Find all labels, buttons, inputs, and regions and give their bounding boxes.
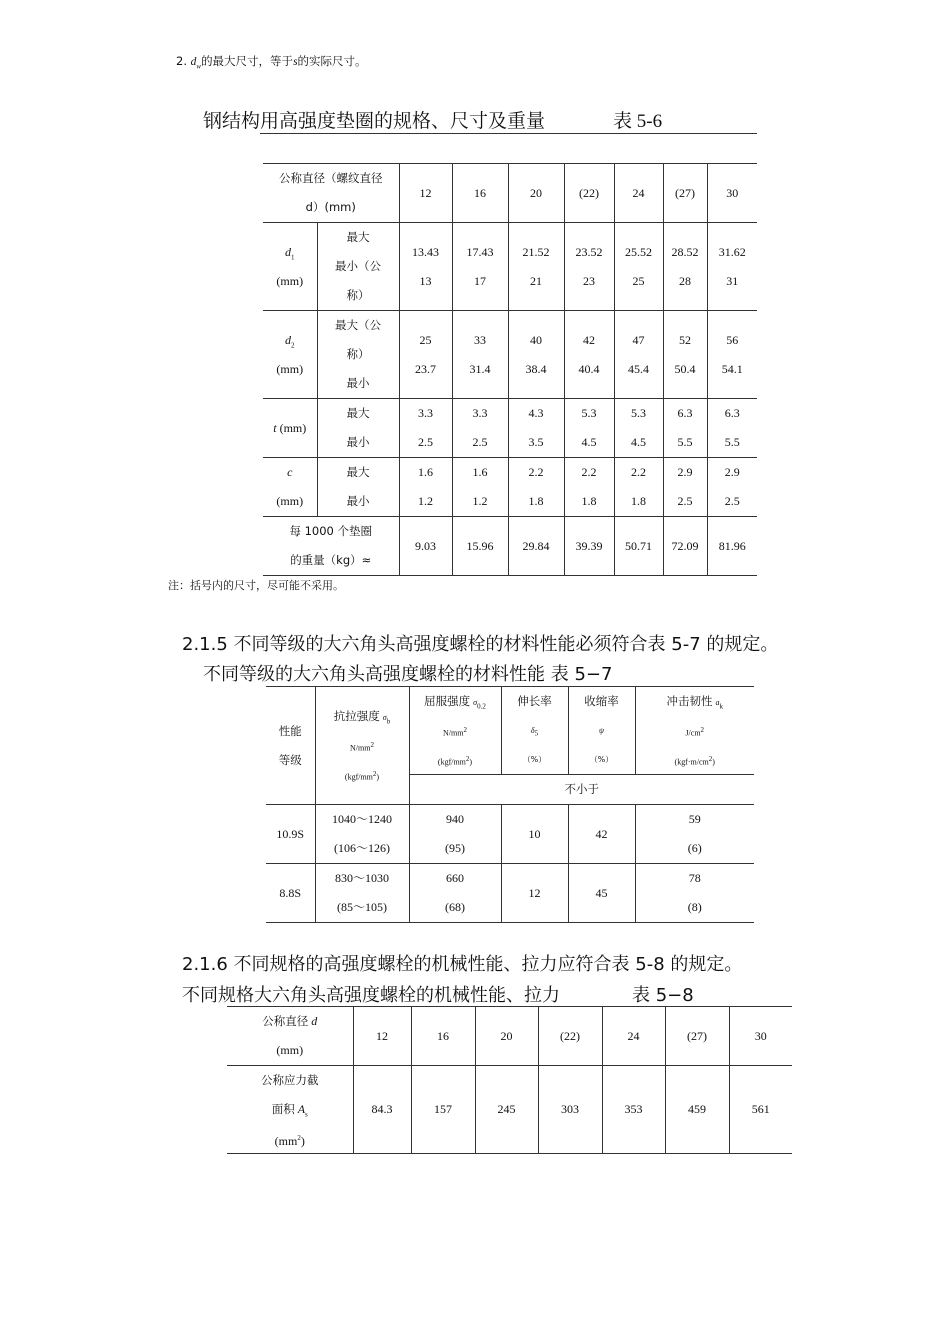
grade-cell: 8.8S: [266, 864, 315, 923]
header-label-line-2: d）(mm): [305, 200, 356, 214]
min-value: 2.5: [472, 435, 488, 449]
d2-row: [263, 311, 757, 399]
area-label-1: 公称应力截: [261, 1073, 319, 1087]
max-value: 2.2: [631, 465, 646, 479]
max-value: 31.62: [718, 244, 746, 259]
t-var: t: [273, 420, 277, 435]
d2-cell: [614, 311, 663, 399]
diameter-cell: 12: [399, 164, 452, 223]
label-min: 最小: [346, 376, 370, 390]
tensile-value: 830～1030: [334, 871, 389, 885]
d1-cell: [564, 223, 614, 311]
t-cell: [399, 399, 452, 458]
elong-unit: （%）: [522, 755, 547, 764]
note-text-1: 的最大尺寸，等于: [201, 54, 294, 68]
min-value: 2.5: [677, 494, 693, 508]
d1-unit: (mm): [276, 273, 304, 288]
note-prefix: 2.: [176, 54, 191, 68]
t-cell: [452, 399, 508, 458]
max-value: 13.43: [412, 244, 439, 259]
label-max: 最大: [346, 465, 370, 479]
yield-value: 660: [446, 871, 464, 885]
weight-label-2: 的重量（kg）≈: [290, 553, 372, 567]
impact-unit: J/cm: [685, 728, 701, 738]
min-value: 21: [530, 273, 542, 288]
section-2-1-6-heading: 2.1.6 不同规格的高强度螺栓的机械性能、拉力应符合表 5-8 的规定。: [182, 954, 743, 975]
yield-value-kgf: (68): [445, 900, 465, 914]
max-value: 21.52: [522, 244, 550, 259]
min-value: 45.4: [628, 361, 649, 376]
yield-cell: [409, 805, 501, 864]
c-cell: [663, 458, 707, 517]
diameter-cell: (22): [538, 1007, 602, 1066]
max-value: 5.3: [631, 406, 646, 420]
elong-header: [501, 687, 568, 775]
weight-cell: 29.84: [508, 517, 564, 576]
max-value: 33: [474, 332, 486, 347]
d2-cell: [564, 311, 614, 399]
min-value: 54.1: [721, 361, 743, 376]
max-value: 5.3: [581, 406, 597, 420]
t-cell: [663, 399, 707, 458]
d1-row: [263, 223, 757, 311]
yield-unit: N/mm: [443, 728, 464, 738]
d1-cell: [452, 223, 508, 311]
yield-unit-kgf: (kgf/mm: [437, 757, 466, 767]
impact-unit-kgf: (kgf·m/cm: [674, 757, 709, 767]
d1-cell: [663, 223, 707, 311]
delta-symbol: δ: [530, 726, 535, 735]
min-value: 4.5: [581, 435, 597, 449]
sigma-symbol: σ: [382, 713, 387, 722]
impact-cell: [635, 864, 754, 923]
grade-label-1: 性能: [278, 723, 302, 738]
area-label-2: 面积: [271, 1102, 295, 1116]
header-row: [266, 687, 754, 775]
yield-value-kgf: (95): [445, 841, 465, 855]
weight-cell: 50.71: [614, 517, 663, 576]
d2-var: d: [285, 332, 291, 347]
c-var: c: [287, 465, 293, 479]
diameter-cell: 16: [411, 1007, 475, 1066]
bolt-mechanical-table: [227, 1006, 792, 1154]
grade-header: [266, 687, 315, 805]
max-value: 42: [583, 332, 595, 347]
ak-sub: k: [719, 702, 723, 711]
c-unit: (mm): [276, 494, 304, 508]
diameter-cell: 24: [614, 164, 663, 223]
weight-cell: 72.09: [663, 517, 707, 576]
elong-label: 伸长率: [517, 694, 552, 708]
min-value: 1.2: [472, 494, 488, 508]
diameter-cell: 16: [452, 164, 508, 223]
sigma-symbol: σ: [473, 698, 478, 707]
impact-header: 冲击韧性 $a_k$ $J/cm^2$ $(kgf\cdot m/cm^2)$: [635, 687, 754, 775]
diameter-cell: 20: [475, 1007, 538, 1066]
diameter-cell: 12: [353, 1007, 411, 1066]
impact-value-kgf: (6): [687, 841, 702, 855]
min-value: 40.4: [578, 361, 600, 376]
area-row: [227, 1066, 792, 1154]
diameter-cell: (27): [663, 164, 707, 223]
min-value: 4.5: [631, 435, 646, 449]
washer-spec-table: [263, 163, 757, 576]
area-cell: 84.3: [353, 1066, 411, 1154]
d2-unit: (mm): [276, 361, 304, 376]
area-var: A: [297, 1102, 306, 1116]
min-value: 1.8: [631, 494, 646, 508]
yield-value: 940: [446, 812, 464, 826]
d2-sub: 2: [291, 340, 295, 349]
area-label: 公称应力截 面积 $A_s$ $(mm^2)$: [227, 1066, 353, 1154]
diameter-label: [227, 1007, 353, 1066]
yield-header: 屈服强度 $\sigma_{0.2}$ $N/mm^2$ $(kgf/mm^2)$: [409, 687, 501, 775]
max-value: 2.2: [528, 465, 544, 479]
tensile-unit: N/mm: [350, 743, 371, 753]
table-5-7-title: 不同等级的大六角头高强度螺栓的材料性能 表 5−7: [203, 664, 613, 685]
shrink-label: 收缩率: [584, 694, 619, 708]
d2-cell: [508, 311, 564, 399]
table-title-text: 钢结构用高强度垫圈的规格、尺寸及重量: [203, 110, 546, 132]
area-cell: 353: [602, 1066, 665, 1154]
tensile-value: 1040～1240: [331, 812, 392, 826]
max-value: 6.3: [677, 406, 693, 420]
header-label: [263, 164, 399, 223]
weight-cell: 81.96: [707, 517, 757, 576]
c-cell: [614, 458, 663, 517]
unit-sup: 2: [372, 770, 377, 778]
table-number: 表 5-6: [613, 111, 663, 132]
d1-sub: 1: [291, 252, 295, 261]
area-cell: 459: [665, 1066, 729, 1154]
d1-cell: [399, 223, 452, 311]
c-cell: [452, 458, 508, 517]
d2-cell: [399, 311, 452, 399]
delta-sub: 5: [534, 729, 539, 738]
tensile-cell: [315, 864, 409, 923]
label-min: 最小: [346, 494, 370, 508]
min-value: 1.2: [418, 494, 433, 508]
d1-maxmin-label: [317, 223, 399, 311]
tensile-header: 抗拉强度 $\sigma_b$ $N/mm^2$ $(kgf/mm^2)$: [315, 687, 409, 805]
max-value: 2.9: [724, 465, 740, 479]
table-5-6-title: [203, 106, 663, 133]
max-value: 56: [726, 332, 739, 347]
min-value: 1.8: [581, 494, 597, 508]
yield-label: 屈服强度: [424, 694, 471, 708]
table-5-8-title: [182, 981, 694, 1007]
max-value: 25.52: [625, 244, 652, 259]
label-min-1: 最小（公: [335, 259, 381, 273]
c-cell: [707, 458, 757, 517]
var-s: s: [293, 56, 298, 68]
impact-value-kgf: (8): [687, 900, 702, 914]
tensile-unit-kgf: (kgf/mm: [344, 772, 373, 782]
max-value: 4.3: [528, 406, 544, 420]
label-max-2: 称）: [346, 347, 370, 361]
diameter-cell: 20: [508, 164, 564, 223]
var-d: d: [190, 56, 197, 68]
max-value: 52: [679, 332, 691, 347]
min-value: 2.5: [724, 494, 740, 508]
t-cell: [564, 399, 614, 458]
label-max: 最大: [346, 406, 370, 420]
sigma-sub: 0.2: [477, 702, 486, 711]
min-value: 5.5: [677, 435, 693, 449]
elong-cell: 12: [501, 864, 568, 923]
min-value: 50.4: [674, 361, 696, 376]
d2-cell: [663, 311, 707, 399]
table-number: 表 5−8: [632, 985, 694, 1006]
min-value: 31.4: [469, 361, 491, 376]
grade-cell: 10.9S: [266, 805, 315, 864]
label-max: 最大: [346, 230, 370, 244]
t-maxmin-label: [317, 399, 399, 458]
t-unit: (mm): [279, 420, 307, 435]
max-value: 40: [530, 332, 542, 347]
min-value: 28: [679, 273, 691, 288]
tensile-value-kgf: (106～126): [334, 841, 390, 855]
label-max-1: 最大（公: [335, 318, 381, 332]
d1-cell: [508, 223, 564, 311]
tensile-label: 抗拉强度: [333, 709, 380, 723]
unit-sup: 2: [463, 726, 467, 734]
d2-maxmin-label: [317, 311, 399, 399]
area-cell: 561: [729, 1066, 792, 1154]
impact-value: 78: [688, 871, 701, 885]
footnote-line: [176, 53, 367, 70]
tensile-value-kgf: (85～105): [337, 900, 387, 914]
t-label: [263, 399, 317, 458]
weight-row: [263, 517, 757, 576]
section-2-1-5-heading: 2.1.5 不同等级的大六角头高强度螺栓的材料性能必须符合表 5-7 的规定。: [182, 634, 779, 655]
shrink-header: [568, 687, 635, 775]
sigma-sub: b: [386, 717, 391, 726]
label-min-2: 称）: [346, 288, 370, 302]
area-cell: 303: [538, 1066, 602, 1154]
diameter-cell: 30: [707, 164, 757, 223]
grade-row: [266, 805, 754, 864]
max-value: 1.6: [472, 465, 488, 479]
diam-label: 公称直径: [262, 1014, 309, 1028]
t-row: [263, 399, 757, 458]
d2-label: [263, 311, 317, 399]
c-maxmin-label: [317, 458, 399, 517]
min-value: 23: [583, 273, 595, 288]
elong-cell: 10: [501, 805, 568, 864]
table-title-text: 不同规格大六角头高强度螺栓的机械性能、拉力: [182, 985, 560, 1006]
note-text-2: 的实际尺寸。: [297, 54, 367, 68]
weight-cell: 9.03: [399, 517, 452, 576]
max-value: 3.3: [472, 406, 488, 420]
diam-var: d: [311, 1014, 318, 1028]
yield-cell: [409, 864, 501, 923]
unit-sup: 2: [465, 755, 470, 763]
table-note: 注：括号内的尺寸，尽可能不采用。: [168, 579, 344, 592]
weight-label: [263, 517, 399, 576]
max-value: 6.3: [724, 406, 740, 420]
t-cell: [508, 399, 564, 458]
c-cell: [508, 458, 564, 517]
d1-label: [263, 223, 317, 311]
max-value: 47: [632, 332, 645, 347]
min-value: 2.5: [418, 435, 433, 449]
not-less-label: 不小于: [409, 775, 754, 805]
min-value: 25: [632, 273, 645, 288]
min-value: 5.5: [724, 435, 740, 449]
max-value: 2.9: [677, 465, 693, 479]
bolt-material-table: [266, 686, 754, 923]
max-value: 28.52: [671, 244, 699, 259]
header-row: [263, 164, 757, 223]
max-value: 17.43: [466, 244, 494, 259]
header-label-line-1: 公称直径（螺纹直径: [279, 171, 383, 185]
area-sub: s: [305, 1110, 308, 1119]
weight-cell: 39.39: [564, 517, 614, 576]
c-label: [263, 458, 317, 517]
ak-symbol: a: [715, 698, 720, 707]
shrink-cell: 42: [568, 805, 635, 864]
diameter-cell: 24: [602, 1007, 665, 1066]
d1-var: d: [285, 244, 291, 259]
unit-sup: 2: [700, 726, 705, 734]
max-value: 1.6: [418, 465, 433, 479]
diameter-cell: (22): [564, 164, 614, 223]
impact-cell: [635, 805, 754, 864]
c-cell: [399, 458, 452, 517]
d2-cell: [452, 311, 508, 399]
area-unit: (mm: [274, 1134, 298, 1148]
diameter-cell: 30: [729, 1007, 792, 1066]
diam-unit: (mm): [276, 1043, 304, 1057]
area-cell: 157: [411, 1066, 475, 1154]
psi-symbol: ψ: [599, 726, 604, 735]
min-value: 31: [726, 273, 739, 288]
var-sub: w: [196, 62, 202, 71]
min-value: 3.5: [528, 435, 544, 449]
max-value: 2.2: [581, 465, 597, 479]
d1-cell: [614, 223, 663, 311]
impact-label: 冲击韧性: [666, 694, 713, 708]
t-cell: [707, 399, 757, 458]
min-value: 38.4: [525, 361, 547, 376]
d1-cell: [707, 223, 757, 311]
shrink-unit: （%）: [589, 755, 614, 764]
d2-cell: [707, 311, 757, 399]
min-value: 23.7: [415, 361, 436, 376]
diameter-cell: (27): [665, 1007, 729, 1066]
min-value: 13: [419, 273, 432, 288]
area-sup: 2: [297, 1134, 301, 1142]
unit-sup: 2: [708, 755, 713, 763]
weight-cell: 15.96: [452, 517, 508, 576]
impact-value: 59: [688, 812, 701, 826]
unit-sup: 2: [370, 741, 374, 749]
tensile-cell: [315, 805, 409, 864]
c-cell: [564, 458, 614, 517]
min-value: 17: [474, 273, 486, 288]
label-min: 最小: [346, 435, 370, 449]
grade-label-2: 等级: [278, 752, 302, 767]
area-cell: 245: [475, 1066, 538, 1154]
t-cell: [614, 399, 663, 458]
c-row: [263, 458, 757, 517]
max-value: 25: [419, 332, 432, 347]
max-value: 23.52: [575, 244, 603, 259]
diameter-row: [227, 1007, 792, 1066]
shrink-cell: 45: [568, 864, 635, 923]
grade-row: [266, 864, 754, 923]
max-value: 3.3: [418, 406, 433, 420]
min-value: 1.8: [528, 494, 544, 508]
weight-label-1: 每 1000 个垫圈: [289, 524, 373, 538]
title-underline: [260, 133, 757, 134]
